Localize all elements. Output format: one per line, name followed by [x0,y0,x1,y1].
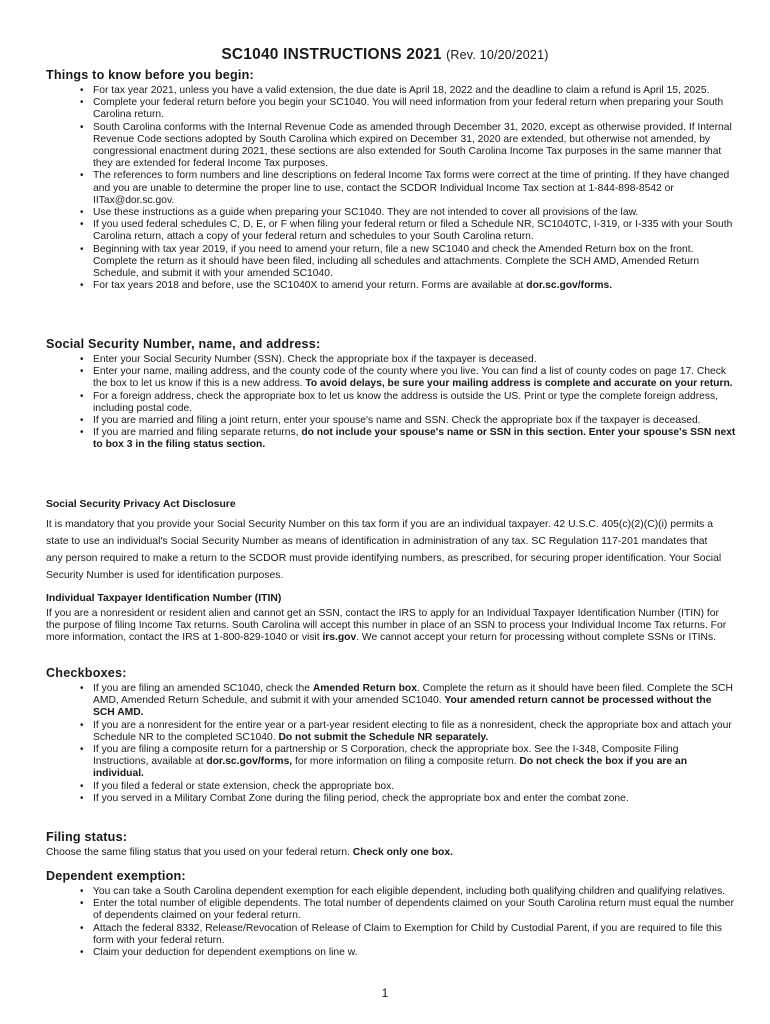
list-item: • If you filed a federal or state extension, check the appropriate box. [93,781,736,793]
revision-date: (Rev. 10/20/2021) [446,48,549,62]
bullet-list [46,85,736,292]
list-item: • The references to form numbers and line descriptions on federal Income Tax forms were correct at the time of printing. If they have changed and you are unable to determine the proper line to use, contact the SCDOR Individual Income Tax section at 1-844-898-8542 or IITax@dor.sc.gov. [93,170,736,207]
section-ssn-name-address [46,337,736,452]
list-item: • For a foreign address, check the appropriate box to let us know the address is outside the US. Print or type the complete foreign address, including postal code. [93,391,736,415]
list-item: • If you used federal schedules C, D, E, or F when filing your federal return or filed a Schedule NR, SC1040TC, I-319, or I-335 with your South Carolina return, attach a copy of your federal return and schedules to your South Carolina return. [93,219,736,243]
item-text: If you are married and filing separate returns, [93,427,302,439]
paragraph-text: Choose the same filing status that you used on your federal return. [46,847,353,858]
paragraph-emphasis: Check only one box. [352,847,453,858]
section-heading: Dependent exemption: [46,869,186,883]
list-item [93,427,736,451]
section-privacy-act [46,498,726,584]
list-item [93,366,736,390]
list-item [93,683,736,720]
item-text: If you are filing an amended SC1040, check the [93,683,313,694]
item-text: Enter your name, mailing address, and the county code of the county where you live. You can find a list of county codes on page 17. Check the box to let us know if this is a new address. [93,366,727,390]
paragraph-text: . We cannot accept your return for processing without complete SSNs or ITINs. [356,632,716,644]
list-item: • If you served in a Military Combat Zone during the filing period, check the appropriate box and enter the combat zone. [93,793,736,805]
list-item [93,744,736,781]
section-subheading: Individual Taxpayer Identification Number (ITIN) [46,593,282,604]
item-emphasis: To avoid delays, be sure your mailing address is complete and accurate on your return. [305,378,733,390]
paragraph: It is mandatory that you provide your Social Security Number on this tax form if you are an individual taxpayer. 42 U.S.C. 405(c)(2)(C)(i) permits a state to use an individual's Social Security Number as means of identification in administration of any tax. SC Regulation 117-201 mandates that any person required to make a return to the SCDOR must provide identifying numbers, as prescribed, for securing proper identification. Your Social Security Number is used for identification purposes. [46,519,722,581]
bullet-list [46,354,736,452]
item-text: for more information on filing a composite return. [292,756,520,768]
list-item: • Beginning with tax year 2019, if you need to amend your return, file a new SC1040 and check the Amended Return box on the front. Complete the return as it should have been filed, including all schedules and attachments. Complete the SCH AMD, Amended Return Schedule, and submit it with your amended SC1040. [93,244,736,281]
item-emphasis: Do not submit the Schedule NR separately. [278,731,489,743]
section-heading: Things to know before you begin: [46,68,254,82]
list-item: • Use these instructions as a guide when preparing your SC1040. They are not intended to cover all provisions of the law. [93,207,736,219]
section-heading: Checkboxes: [46,666,127,680]
bullet-list [46,886,736,959]
section-itin [46,592,736,645]
list-item: • South Carolina conforms with the Internal Revenue Code as amended through December 31, 2020, except as otherwise provided. If Internal Revenue Code sections adopted by South Carolina which expired on December 31, 2020 are extended, but otherwise not amended, by congressional enactment during 2021, these sections are also extended for South Carolina Income Tax purposes in the same manner that they are extended for federal Income Tax purposes. [93,122,736,171]
item-text: If you are filing a composite return for a partnership or S Corporation, check the appropriate box. See the I-348, Composite Filing Instructions, available at [93,744,679,768]
section-things-to-know [46,68,736,292]
list-item: • Claim your deduction for dependent exemptions on line w. [93,947,736,959]
section-filing-status [46,830,736,859]
forms-link[interactable]: dor.sc.gov/forms. [526,280,613,292]
irs-link[interactable]: irs.gov [322,632,357,644]
paragraph-text: If you are a nonresident or resident alien and cannot get an SSN, contact the IRS to apply for an Individual Taxpayer Identification Number (ITIN) for the purpose of filing Income Tax returns. South Carolina will accept this number in place of an SSN to process your Individual Income Tax returns. For more information, contact the IRS at 1-800-829-1040 or visit [46,608,727,644]
list-item [93,720,736,744]
list-item: • Attach the federal 8332, Release/Revocation of Release of Claim to Exemption for Child by Custodial Parent, if you are required to file this form with your federal return. [93,923,736,947]
list-item: • For tax year 2021, unless you have a valid extension, the due date is April 18, 2022 and the deadline to claim a refund is April 15, 2025. [93,85,736,97]
item-text: . Complete the return as it should have been filed. Complete the SCH AMD, Amended Return Schedule, and submit it with your amended SC1040. [93,683,733,707]
section-heading: Social Security Number, name, and address: [46,337,321,351]
bullet-list [46,683,736,805]
section-subheading: Social Security Privacy Act Disclosure [46,499,236,510]
item-emphasis: Do not check the box if you are an individual. [93,756,688,780]
item-text: If you are a nonresident for the entire year or a part-year resident electing to file as a nonresident, check the appropriate box and attach your Schedule NR to the completed SC1040. [93,719,732,743]
item-emphasis: do not include your spouse's name or SSN in this section. Enter your spouse's SSN next to box 3 in the filing status section. [93,427,736,451]
list-item [93,280,736,292]
item-text: For tax years 2018 and before, use the SC1040X to amend your return. Forms are available at [93,280,527,292]
section-checkboxes [46,666,736,805]
list-item: • Complete your federal return before you begin your SC1040. You will need information from your federal return when preparing your South Carolina return. [93,97,736,121]
page-number: 1 [381,986,389,1000]
item-emphasis: Amended Return box [312,683,417,694]
title-text: SC1040 INSTRUCTIONS 2021 [221,46,442,63]
section-dependent-exemption [46,869,736,959]
forms-link[interactable]: dor.sc.gov/forms, [206,756,293,768]
list-item: • Enter the total number of eligible dependents. The total number of dependents claimed on your South Carolina return must equal the number of dependents claimed on your federal return. [93,898,736,922]
paragraph [46,608,736,645]
section-heading: Filing status: [46,830,128,844]
document-title [0,46,770,64]
item-emphasis: Your amended return cannot be processed without the SCH AMD. [93,695,712,719]
paragraph [46,847,736,859]
list-item: • You can take a South Carolina dependent exemption for each eligible dependent, including both qualifying children and qualifying relatives. [93,886,736,898]
list-item: • Enter your Social Security Number (SSN). Check the appropriate box if the taxpayer is deceased. [93,354,736,366]
list-item: • If you are married and filing a joint return, enter your spouse's name and SSN. Check the appropriate box if the taxpayer is deceased. [93,415,736,427]
